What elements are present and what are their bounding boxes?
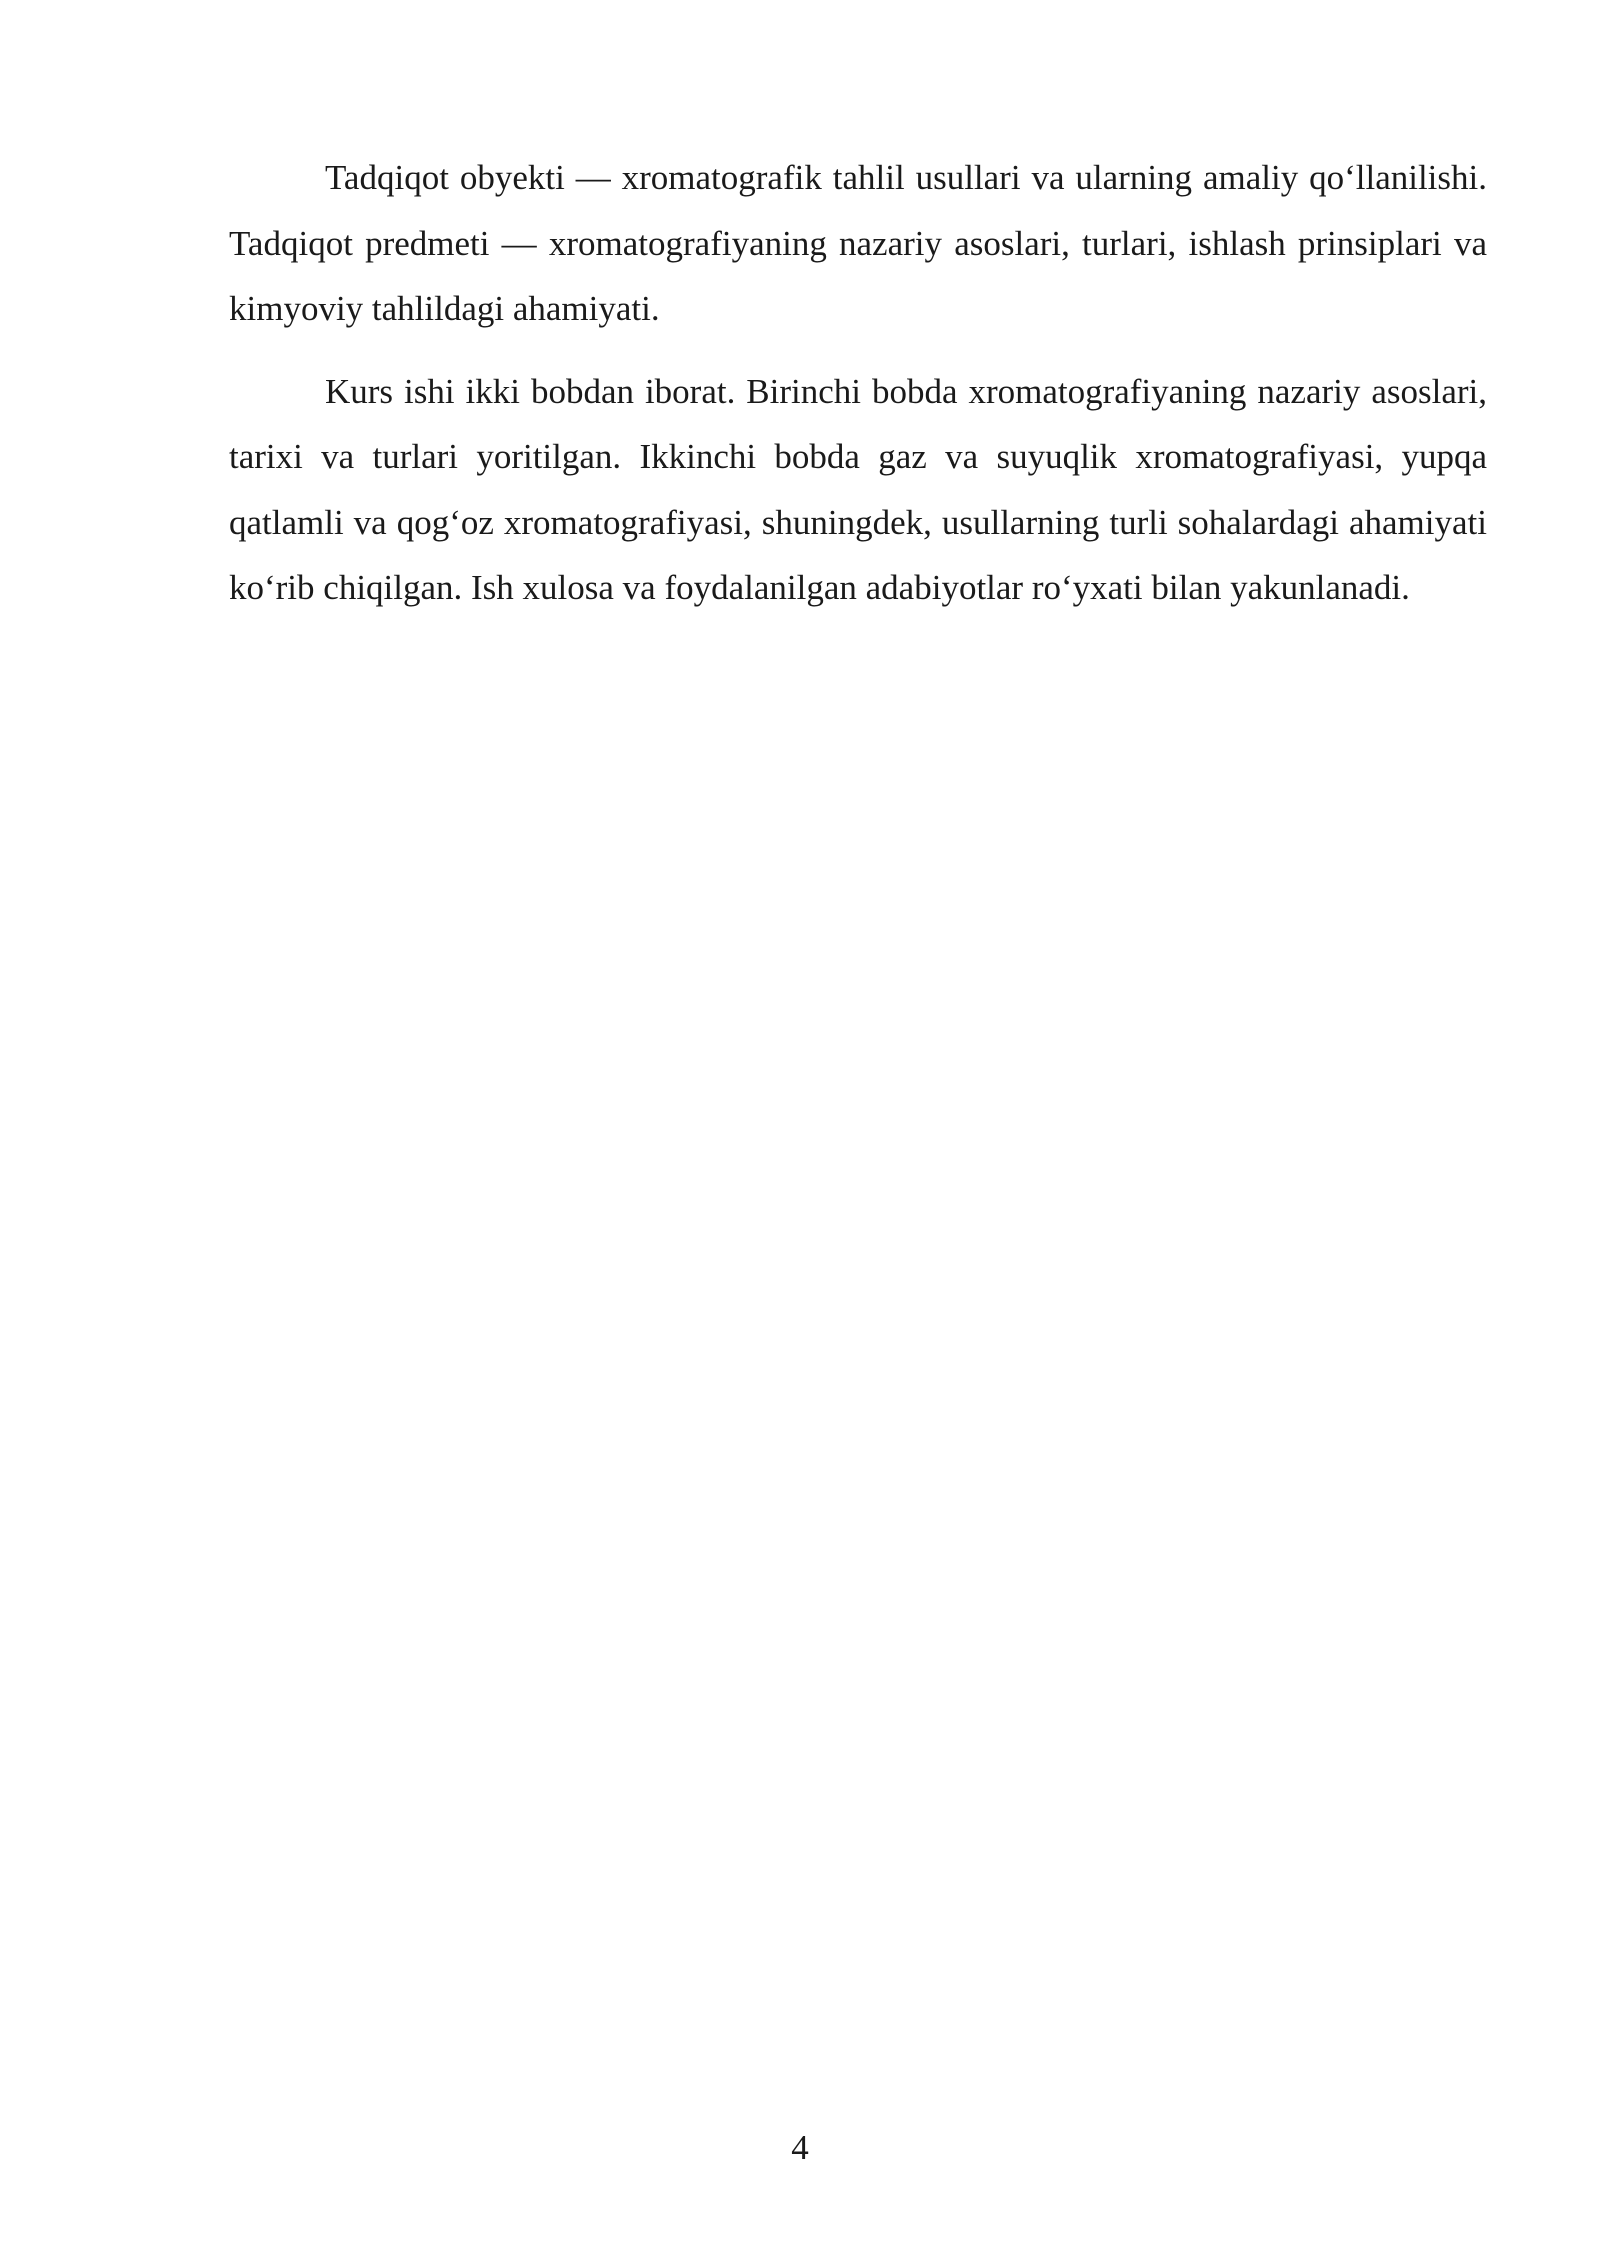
paragraph-research-object: Tadqiqot obyekti — xromatografik tahlil usullari va ularning amaliy qo‘llanilishi. Tadqiqot predmeti — xromatografiyaning nazariy asoslari, turlari, ishlash prinsiplari va kimyoviy tahlildagi ahamiyati. xyxy=(229,158,1487,328)
paragraph-course-structure: Kurs ishi ikki bobdan iborat. Birinchi bobda xromatografiyaning nazariy asoslari, tarixi va turlari yoritilgan. Ikkinchi bobda gaz va suyuqlik xromatografiyasi, yupqa qatlamli va qog‘oz xromatografiyasi, shuningdek, usullarning turli sohalardagi ahamiyati ko‘rib chiqilgan. Ish xulosa va foydalanilgan adabiyotlar ro‘yxati bilan yakunlanadi. xyxy=(229,371,1487,607)
body-text xyxy=(229,145,1487,638)
page-number: 4 xyxy=(791,2128,809,2167)
